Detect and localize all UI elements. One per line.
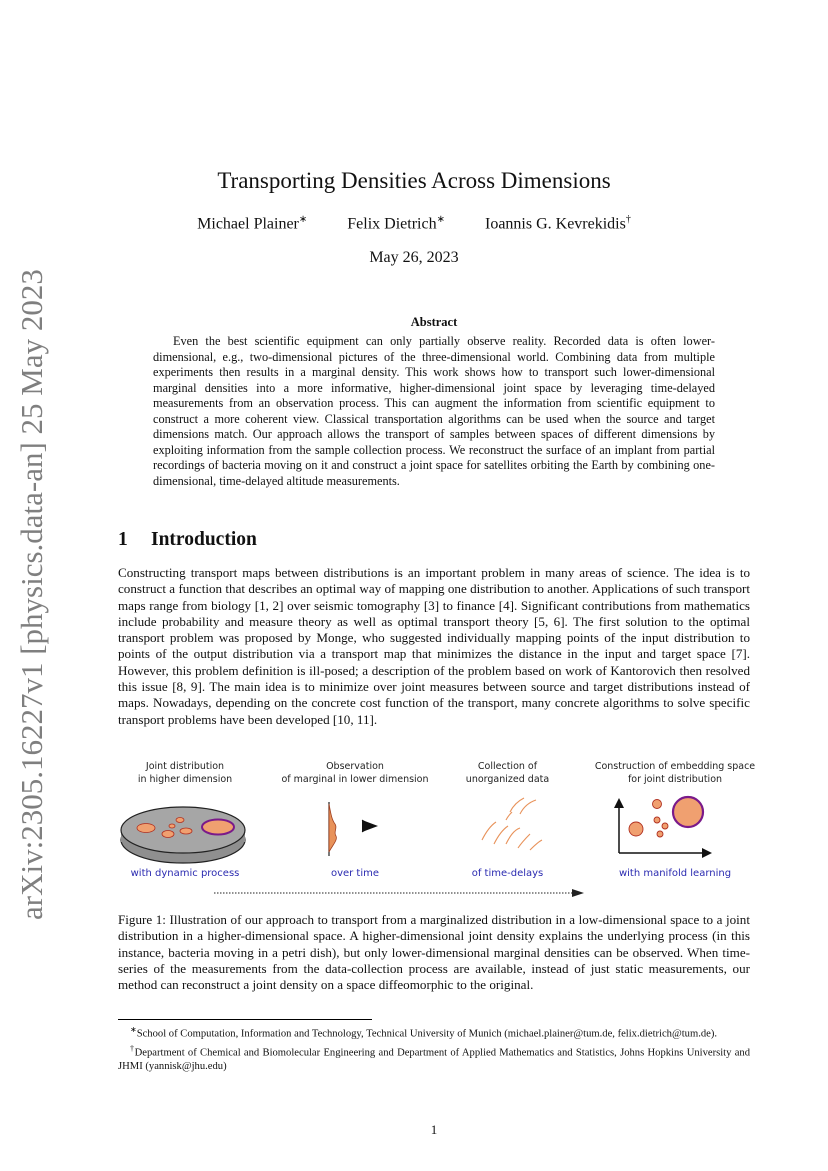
panel-caption: of time-delays xyxy=(471,868,544,879)
publication-date: May 26, 2023 xyxy=(369,249,459,266)
panel-caption: with manifold learning xyxy=(618,868,732,879)
footnote: ∗School of Computation, Information and Technology, Technical University of Munich (michael.plainer@tum.de, felix.dietrich@tum.de). xyxy=(130,1025,718,1040)
page-number: 1 xyxy=(430,1122,438,1137)
paper-title: Transporting Densities Across Dimensions xyxy=(217,168,611,193)
author-list xyxy=(0,214,828,233)
intro-paragraph: Constructing transport maps between distributions is an important problem in many areas of science. The idea is to construct a function that describes an optimal way of mapping one distribution to another. Applications of such transport maps range from biology [1, 2] over seismic tomography [3] to finance [4]. Significant contributions from mathematics include probability and measure theory as well as optimal transport theory [5, 6]. The first solution to the optimal transport problem was proposed by Monge, who suggested individually mapping points of the input distribution to points of the output distribution via a transport map that minimizes the distance in the input and target space [7]. However, this problem definition is ill-posed; a description of the problem based on work of Kantorovich then resolved this issue [8, 9]. The main idea is to minimize over joint measures between source and target distributions instead of maps. Nowadays, depending on the concrete cost function of the transport, many concrete algorithms to solve specific transport problems have been developed [10, 11]. xyxy=(118,565,750,727)
figure-illustration xyxy=(110,760,760,905)
time-delay-curves xyxy=(482,798,542,850)
author: Ioannis G. Kevrekidis† xyxy=(484,214,631,233)
abstract-text: Even the best scientific equipment can only partially observe reality. Recorded data is often lower-dimensional, e.g., two-dimensional pictures of the three-dimensional world. Combining data from multiple experiments then results in a marginal density. This work shows how to transport such lower-dimensional marginal densities into a more informative, higher-dimensional joint space by leveraging time-delayed measurements from an observation process. This can augment the information from scientific equipment to construct a more coherent view. Classical transportation algorithms can be used when the source and target dimensions match. Our approach allows the transport of samples between spaces of different dimensions by exploiting information from the sample collection process. We reconstruct the surface of an implant from partial recordings of bacteria moving on it and construct a joint space for satellites orbiting the Earth by combining one-dimensional, time-delayed altitude measurements. xyxy=(153,334,715,488)
petri-dish xyxy=(121,807,245,863)
marginal-density xyxy=(329,802,378,856)
panel-label: Joint distribution in higher dimension xyxy=(137,761,233,785)
author: Michael Plainer∗ xyxy=(197,214,308,233)
panel-label: Construction of embedding space for joint distribution xyxy=(594,761,756,785)
footnote: †Department of Chemical and Biomolecular Engineering and Department of Applied Mathematics and Statistics, Johns Hopkins University and JHMI (yannisk@jhu.edu) xyxy=(118,1043,750,1073)
footnote-rule xyxy=(118,1019,372,1020)
arxiv-identifier: arXiv:2305.16227v1 [physics.data-an] 25 May 2023 xyxy=(14,269,49,920)
figure-1 xyxy=(110,760,760,905)
footnotes xyxy=(118,1023,750,1074)
author: Felix Dietrich∗ xyxy=(347,214,445,233)
panel-caption: with dynamic process xyxy=(130,868,240,879)
panel-label: Collection of unorganized data xyxy=(465,761,550,785)
abstract-heading: Abstract xyxy=(410,315,458,329)
process-arrow xyxy=(214,889,584,897)
section-heading: 1 Introduction xyxy=(118,529,257,550)
embedding-plot xyxy=(614,797,712,858)
figure-caption: Figure 1: Illustration of our approach to transport from a marginalized distribution in a low-dimensional space to a joint distribution in a higher-dimensional space. A higher-dimensional joint density explains the underlying process (in this instance, bacteria moving in a petri dish), but only lower-dimensional marginal densities can be observed. When time-series of the measurements from the data-collection process are available, instead of just static measurements, our method can reconstruct a joint density on a space diffeomorphic to the original. xyxy=(118,912,750,993)
panel-caption: over time xyxy=(330,868,380,879)
panel-label: Observation of marginal in lower dimension xyxy=(281,761,429,785)
